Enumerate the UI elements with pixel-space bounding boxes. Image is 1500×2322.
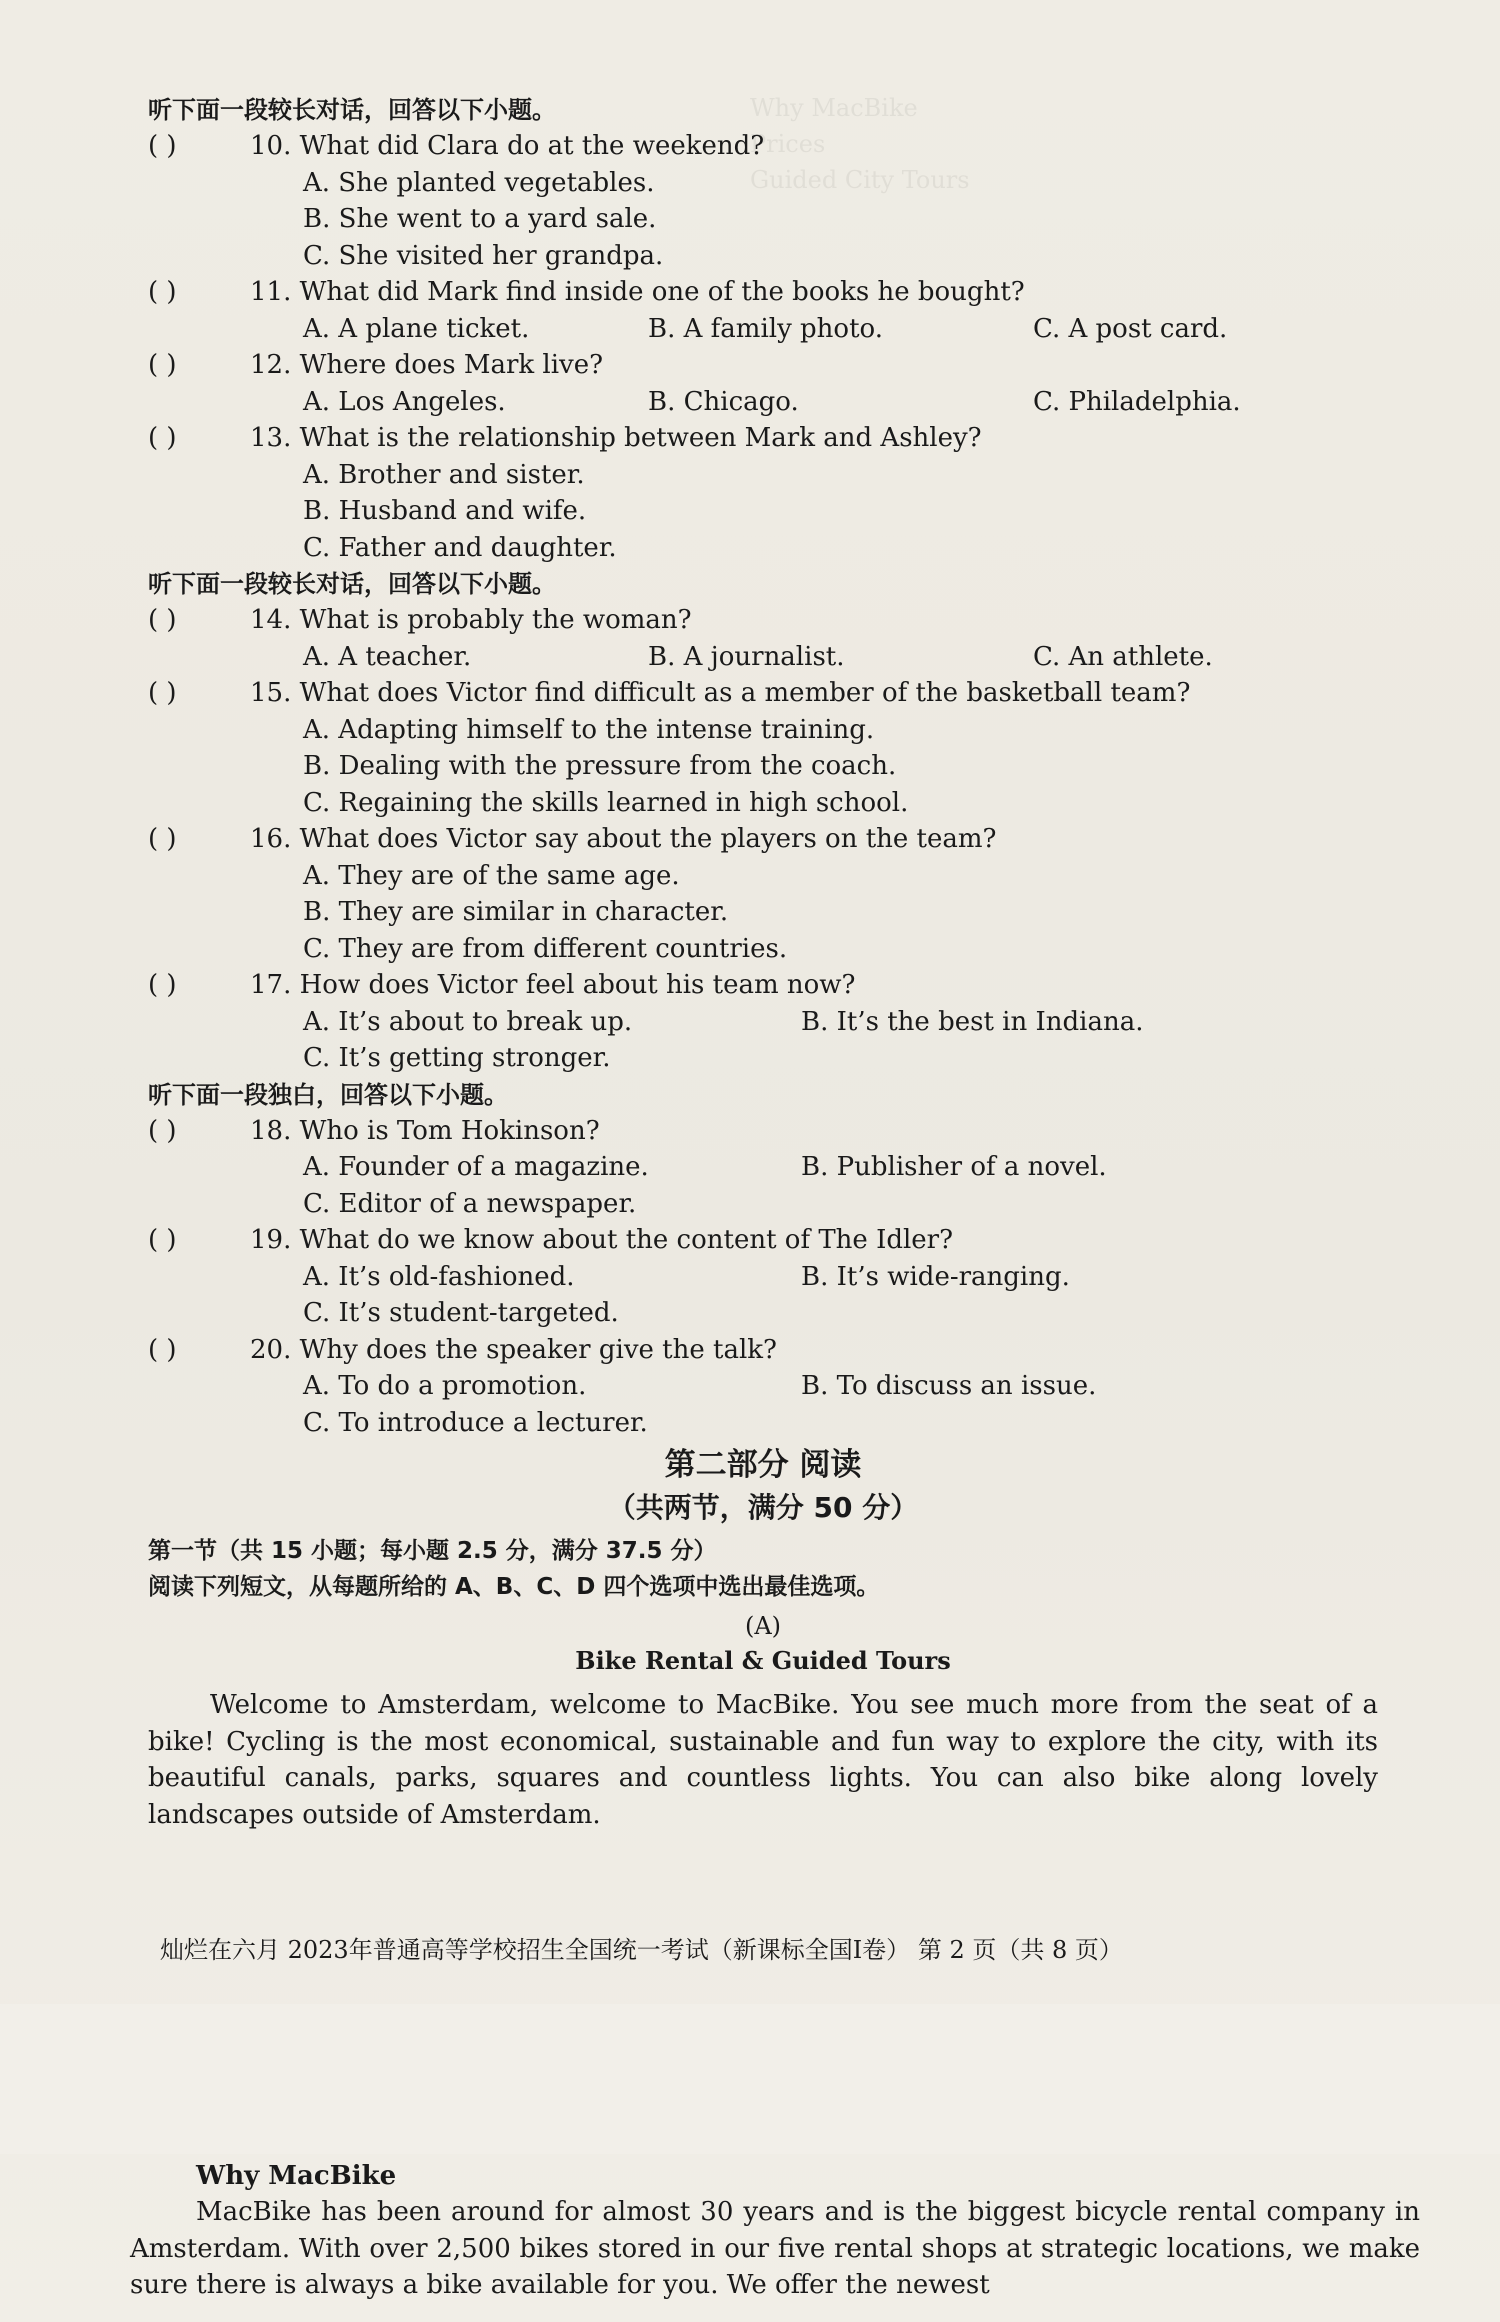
question-text: 19. What do we know about the content of The Idler? (250, 1225, 954, 1255)
option-a: A. Los Angeles. (303, 386, 506, 417)
option-row (148, 894, 1378, 931)
option-c: C. It’s getting stronger. (303, 1043, 611, 1073)
option-b: B. A family photo. (648, 313, 883, 344)
question-row (148, 420, 1378, 457)
section-subheading: Why MacBike (196, 2161, 397, 2191)
question-group (148, 602, 1378, 1077)
page-footer: 灿烂在六月 2023年普通高等学校招生全国统一考试（新课标全国Ⅰ卷） 第 2 页（共 8 页） (160, 1936, 1123, 1964)
option-b: B. A journalist. (648, 641, 845, 672)
option-row (148, 311, 1378, 348)
question-row (148, 1332, 1378, 1369)
question-group (148, 1113, 1378, 1442)
option-c: C. Father and daughter. (303, 532, 617, 563)
option-row (148, 1040, 1378, 1077)
option-row (148, 384, 1378, 421)
option-a: A. Brother and sister. (303, 459, 585, 490)
option-row (148, 931, 1378, 968)
question-text: 17. How does Victor feel about his team now? (250, 970, 856, 1000)
question-row (148, 274, 1378, 311)
answer-blank: ( ) (148, 277, 177, 307)
listening-questions-block (148, 92, 1378, 1833)
answer-blank: ( ) (148, 1334, 177, 1365)
answer-blank: ( ) (148, 970, 177, 1000)
question-row (148, 347, 1378, 384)
listening-instruction: 听下面一段独白，回答以下小题。 (148, 1080, 508, 1109)
question-row (148, 602, 1378, 639)
answer-blank: ( ) (148, 131, 177, 161)
question-row (148, 967, 1378, 1004)
option-c: C. Regaining the skills learned in high school. (303, 787, 909, 818)
passage-paragraph: MacBike has been around for almost 30 years and is the biggest bicycle rental company in Amsterdam. With over 2,500 bikes stored in our five rental shops at strategic locations, we make sure there is always a bike available for you. We offer the newest (130, 2197, 1420, 2300)
option-a: A. She planted vegetables. (303, 167, 655, 198)
question-row (148, 675, 1378, 712)
option-b: B. It’s the best in Indiana. (801, 1006, 1144, 1037)
question-text: 12. Where does Mark live? (250, 350, 604, 380)
question-row (148, 1113, 1378, 1150)
option-c: C. They are from different countries. (303, 933, 788, 964)
question-group (148, 128, 1378, 566)
option-b: B. Husband and wife. (303, 496, 587, 526)
option-c: C. An athlete. (1033, 641, 1213, 672)
option-row (148, 1368, 1378, 1405)
question-text: 16. What does Victor say about the players on the team? (250, 824, 997, 854)
option-b: B. It’s wide-ranging. (801, 1261, 1070, 1292)
passage-title: Bike Rental & Guided Tours (575, 1646, 951, 1675)
option-c: C. To introduce a lecturer. (303, 1407, 648, 1438)
option-row (148, 712, 1378, 749)
option-b: B. To discuss an issue. (801, 1371, 1097, 1401)
option-row (148, 785, 1378, 822)
option-c: C. She visited her grandpa. (303, 240, 664, 271)
next-page-block (130, 2158, 1420, 2304)
option-b: B. Publisher of a novel. (801, 1152, 1107, 1182)
option-b: B. They are similar in character. (303, 897, 729, 927)
option-row (148, 1004, 1378, 1041)
question-text: 18. Who is Tom Hokinson? (250, 1115, 600, 1146)
answer-blank: ( ) (148, 678, 177, 708)
question-text: 13. What is the relationship between Mark and Ashley? (250, 423, 982, 453)
option-c: C. Philadelphia. (1033, 386, 1241, 417)
answer-blank: ( ) (148, 423, 177, 453)
question-text: 10. What did Clara do at the weekend? (250, 131, 765, 161)
option-row (148, 1295, 1378, 1332)
option-row (148, 201, 1378, 238)
option-row (148, 238, 1378, 275)
option-a: A. A plane ticket. (303, 313, 530, 344)
answer-blank: ( ) (148, 824, 177, 854)
option-row (148, 457, 1378, 494)
answer-blank: ( ) (148, 605, 177, 635)
option-c: C. Editor of a newspaper. (303, 1188, 637, 1219)
part-two-title: 第二部分 阅读 (664, 1447, 862, 1483)
option-row (148, 493, 1378, 530)
option-row (148, 1405, 1378, 1442)
option-row (148, 1259, 1378, 1296)
question-row (148, 821, 1378, 858)
page-gap (0, 2004, 1500, 2154)
question-text: 20. Why does the speaker give the talk? (250, 1334, 777, 1365)
question-text: 15. What does Victor find difficult as a member of the basketball team? (250, 678, 1191, 708)
option-a: A. It’s old-fashioned. (303, 1261, 575, 1292)
option-row (148, 1149, 1378, 1186)
section-one-instruction: 阅读下列短文，从每题所给的 A、B、C、D 四个选项中选出最佳选项。 (148, 1574, 880, 1600)
option-b: B. She went to a yard sale. (303, 204, 657, 234)
question-text: 11. What did Mark find inside one of the books he bought? (250, 277, 1025, 307)
option-a: A. Adapting himself to the intense training. (303, 714, 875, 745)
part-two-subtitle: （共两节，满分 50 分） (607, 1491, 919, 1524)
option-b: B. Chicago. (648, 386, 799, 417)
option-row (148, 748, 1378, 785)
option-a: A. A teacher. (303, 641, 472, 672)
answer-blank: ( ) (148, 350, 177, 380)
bleed-through-text: Why MacBike Prices Guided City Tours (750, 94, 970, 194)
answer-blank: ( ) (148, 1115, 177, 1146)
option-row (148, 1186, 1378, 1223)
question-row (148, 128, 1378, 165)
passage-paragraph: Welcome to Amsterdam, welcome to MacBike. You see much more from the seat of a bike! Cycling is the most economical, sustainable and fun way to explore the city, with its beautiful canals, parks, squares and countless lights. You can also bike along lovely landscapes outside of Amsterdam. (148, 1690, 1378, 1830)
option-a: A. Founder of a magazine. (303, 1152, 649, 1182)
section-one-heading: 第一节（共 15 小题；每小题 2.5 分，满分 37.5 分） (148, 1538, 717, 1564)
option-a: A. They are of the same age. (303, 860, 680, 891)
option-row (148, 530, 1378, 567)
option-a: A. To do a promotion. (303, 1371, 587, 1401)
option-b: B. Dealing with the pressure from the coach. (303, 751, 897, 781)
option-row (148, 165, 1378, 202)
option-row (148, 639, 1378, 676)
listening-instruction: 听下面一段较长对话，回答以下小题。 (148, 96, 556, 124)
option-row (148, 858, 1378, 895)
question-row (148, 1222, 1378, 1259)
question-text: 14. What is probably the woman? (250, 605, 692, 635)
passage-label: (A) (744, 1612, 782, 1640)
listening-instruction: 听下面一段较长对话，回答以下小题。 (148, 570, 556, 598)
answer-blank: ( ) (148, 1225, 177, 1255)
option-c: C. A post card. (1033, 313, 1228, 344)
option-c: C. It’s student-targeted. (303, 1298, 619, 1328)
option-a: A. It’s about to break up. (303, 1006, 633, 1037)
